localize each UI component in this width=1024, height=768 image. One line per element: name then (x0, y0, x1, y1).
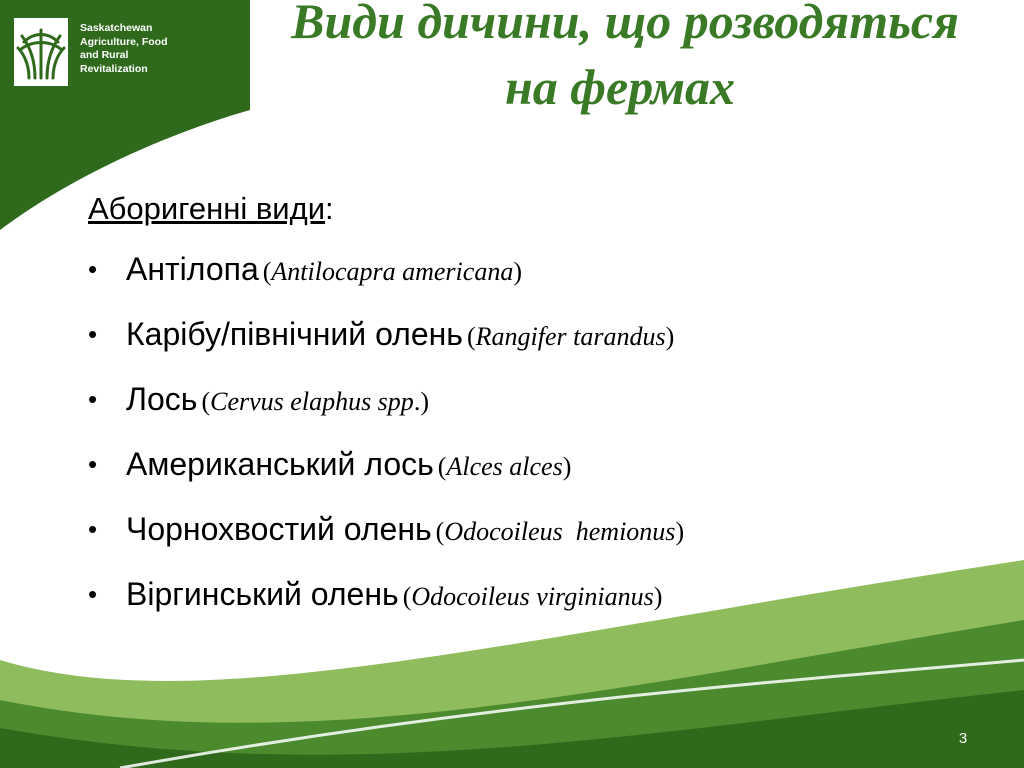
paren-open: ( (201, 387, 211, 416)
paren-close: ) (665, 322, 675, 351)
paren-close: ) (653, 582, 663, 611)
section-heading-colon: : (325, 191, 334, 226)
bullet-icon: • (88, 254, 98, 284)
page-number: 3 (958, 730, 968, 747)
bullet-icon: • (88, 579, 98, 609)
paren-open: ( (262, 257, 272, 286)
paren-close: ) (675, 517, 685, 546)
bullet-icon: • (88, 384, 98, 414)
list-item (88, 243, 988, 308)
paren-close: .) (413, 387, 429, 416)
list-item (88, 503, 988, 568)
org-line-1: Saskatchewan (80, 22, 153, 34)
list-item (88, 438, 988, 503)
common-name: Карібу/північний олень (126, 316, 463, 352)
title-line-1: Види дичини, що розводяться (291, 0, 959, 49)
bullet-icon: • (88, 514, 98, 544)
latin-name: Antilocapra americana (271, 257, 514, 286)
list-item (88, 568, 988, 633)
slide-title (200, 0, 1024, 120)
common-name: Американський лось (126, 446, 434, 482)
paren-close: ) (513, 257, 522, 286)
org-line-3: and Rural (80, 49, 129, 61)
common-name: Віргинський олень (126, 576, 399, 612)
wheat-sheaf-icon (14, 18, 68, 86)
paren-open: ( (437, 452, 447, 481)
title-line-2: на фермах (504, 59, 735, 115)
paren-close: ) (562, 452, 572, 481)
list-item (88, 373, 988, 438)
section-heading (88, 178, 988, 239)
paren-open: ( (466, 322, 476, 351)
paren-open: ( (402, 582, 412, 611)
latin-name: Alces alces (446, 452, 563, 481)
section-heading-text: Аборигенні види (88, 191, 326, 226)
species-list (88, 243, 988, 633)
latin-name: Odocoileus virginianus (411, 582, 654, 611)
latin-name: Odocoileus hemionus (444, 517, 676, 546)
latin-name: Cervus elaphus spp (210, 387, 414, 416)
org-line-2: Agriculture, Food (80, 35, 168, 48)
logo-mark (14, 18, 68, 86)
slide-content (88, 178, 988, 633)
common-name: Чорнохвостий олень (126, 511, 432, 547)
bullet-icon: • (88, 319, 98, 349)
common-name: Антілопа (126, 251, 259, 287)
list-item (88, 308, 988, 373)
bullet-icon: • (88, 449, 98, 479)
paren-open: ( (435, 517, 445, 546)
latin-name: Rangifer tarandus (475, 322, 666, 351)
org-line-4: Revitalization (80, 62, 148, 75)
common-name: Лось (126, 381, 198, 417)
